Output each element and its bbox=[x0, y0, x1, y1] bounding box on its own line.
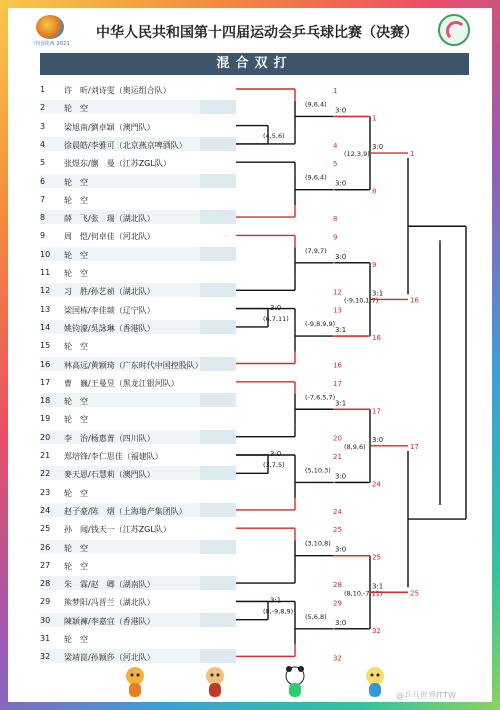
entry-number: 32 bbox=[40, 652, 51, 662]
match-score: (5,6,8) bbox=[305, 612, 327, 621]
entry-name: 林高远/黄颖琦（广东时代中国控股队） bbox=[64, 360, 203, 370]
entry-number: 15 bbox=[40, 341, 51, 351]
match-score: (4,5,6) bbox=[263, 131, 285, 140]
advance-label: 17 bbox=[410, 442, 419, 451]
mascot-icon bbox=[360, 664, 390, 700]
entry-number: 20 bbox=[40, 432, 51, 442]
entry-number: 1 bbox=[40, 85, 46, 94]
entry-number: 5 bbox=[40, 158, 46, 168]
entry-name: 轮 空 bbox=[64, 104, 88, 114]
entry-number: 9 bbox=[40, 231, 46, 241]
seed-label: 4 bbox=[333, 141, 338, 150]
match-score: (7,9,7) bbox=[305, 246, 327, 255]
seed-label: 29 bbox=[333, 599, 342, 608]
seed-label: 17 bbox=[372, 407, 381, 416]
entry-name: 熊梦阳/冯晋兰（湖北队） bbox=[64, 598, 155, 608]
entry-number: 7 bbox=[40, 194, 46, 204]
seed-label: 13 bbox=[333, 306, 342, 315]
seed-label: 25 bbox=[372, 553, 381, 562]
seed-label: 25 bbox=[333, 526, 342, 535]
entry-number: 24 bbox=[40, 505, 51, 515]
entry-name: 麥天恩/石慧莉（澳門队） bbox=[64, 470, 155, 480]
match-set: 3:0 bbox=[335, 472, 347, 481]
mascot-icon bbox=[200, 664, 230, 700]
seed-label: 9 bbox=[372, 260, 377, 269]
entry-number: 3 bbox=[40, 121, 46, 131]
entry-number: 17 bbox=[40, 377, 51, 387]
entry-name: 轮 空 bbox=[64, 177, 88, 187]
entry-name: 轮 空 bbox=[64, 561, 88, 571]
match-set: 3:0 bbox=[270, 450, 282, 459]
watermark: @乒乓世界ITTW bbox=[396, 691, 456, 700]
entry-name: 李 治/杨惠菁（四川队） bbox=[64, 433, 155, 443]
seed-label: 24 bbox=[333, 507, 342, 516]
match-score: (12,3,9) bbox=[344, 150, 370, 159]
entry-name: 习 胜/孙艺祯（湖北队） bbox=[64, 287, 155, 297]
match-score: (8,-9,8,9) bbox=[263, 607, 294, 616]
seed-label: 24 bbox=[372, 480, 381, 489]
entry-number: 18 bbox=[40, 396, 51, 406]
match-score: (8,10,-7,11) bbox=[344, 589, 383, 598]
advance-label: 25 bbox=[410, 589, 419, 598]
mascot-strip bbox=[120, 664, 390, 702]
match-set: 3:1 bbox=[335, 399, 347, 408]
entry-name: 轮 空 bbox=[64, 415, 88, 425]
entry-number: 26 bbox=[40, 542, 51, 552]
match-score: (9,6,4) bbox=[305, 100, 327, 109]
entry-number: 11 bbox=[40, 268, 51, 277]
match-set: 3:1 bbox=[372, 289, 384, 298]
entry-number: 23 bbox=[40, 487, 51, 497]
entry-number: 2 bbox=[40, 103, 46, 113]
entry-number: 12 bbox=[40, 286, 51, 296]
match-score: (5,10,3) bbox=[305, 466, 331, 475]
entry-number: 16 bbox=[40, 359, 51, 369]
seed-label: 9 bbox=[333, 233, 338, 242]
advance-label: 16 bbox=[410, 296, 419, 305]
entry-name: 赵子豪/陈 熠（上海地产集团队） bbox=[64, 506, 187, 516]
entry-name: 姚钧濠/吳詠琳（香港队） bbox=[64, 323, 155, 333]
match-score: (8,9,6) bbox=[344, 442, 366, 451]
entry-number: 19 bbox=[40, 414, 51, 424]
entry-name: 郑培锋/李仁思佳（福建队） bbox=[64, 452, 163, 461]
match-set: 3:1 bbox=[335, 326, 347, 335]
seed-label: 21 bbox=[333, 453, 342, 461]
entry-name: 轮 空 bbox=[64, 269, 88, 278]
match-set: 3:0 bbox=[335, 179, 347, 188]
emblem-caption: 中国陕西 2021 bbox=[33, 41, 71, 47]
entry-number: 4 bbox=[40, 139, 46, 149]
entry-number: 13 bbox=[40, 304, 51, 314]
seed-label: 16 bbox=[372, 334, 381, 343]
seed-label: 16 bbox=[333, 361, 342, 370]
entry-number: 21 bbox=[40, 451, 51, 460]
entry-name: 梁旭南/劉卓穎（澳門队） bbox=[64, 122, 155, 132]
match-score: (9,6,4) bbox=[305, 173, 327, 182]
event-banner: 混合双打 bbox=[40, 53, 469, 75]
entry-name: 孙 闻/钱天一（江苏ZGL队） bbox=[64, 525, 171, 535]
mascot-icon bbox=[280, 664, 310, 700]
entry-name: 许 昕/刘诗雯（奥运组合队） bbox=[64, 86, 171, 95]
seed-label: 8 bbox=[372, 187, 377, 196]
match-score: (3,10,8) bbox=[305, 539, 331, 548]
match-set: 3:0 bbox=[372, 143, 384, 152]
match-score: (3,7,5) bbox=[263, 461, 285, 470]
entry-name: 轮 空 bbox=[64, 195, 88, 205]
entry-number: 6 bbox=[40, 176, 46, 186]
entry-name: 薛 飞/张 瑞（湖北队） bbox=[64, 214, 155, 224]
entry-name: 轮 空 bbox=[64, 397, 88, 407]
match-set: 3:1 bbox=[372, 582, 384, 591]
match-score: (6,7,11) bbox=[263, 314, 289, 323]
entry-name: 轮 空 bbox=[64, 635, 88, 644]
seed-label: 17 bbox=[333, 379, 342, 388]
entry-name: 轮 空 bbox=[64, 543, 88, 553]
entry-name: 曹 巍/王曼昱（黑龙江银河队） bbox=[64, 378, 179, 388]
seed-label: 32 bbox=[372, 626, 381, 635]
entry-number: 10 bbox=[40, 249, 51, 259]
match-score: (-9,8,9,9) bbox=[305, 320, 336, 329]
entry-number: 29 bbox=[40, 597, 51, 607]
entry-name: 轮 空 bbox=[64, 488, 88, 498]
match-set: 3:0 bbox=[335, 618, 347, 627]
seed-label: 32 bbox=[333, 654, 342, 663]
mascot-icon bbox=[120, 664, 150, 700]
seed-label: 8 bbox=[333, 215, 338, 224]
match-set: 3:0 bbox=[270, 303, 282, 312]
seed-label: 1 bbox=[372, 114, 377, 123]
entry-number: 22 bbox=[40, 469, 51, 479]
match-score: (-9,10,1,7) bbox=[344, 296, 379, 305]
match-set: 3:0 bbox=[372, 435, 384, 444]
entry-name: 陳穎褲/李嘉宜（香港队） bbox=[64, 616, 155, 626]
seed-label: 20 bbox=[333, 434, 342, 443]
entry-number: 25 bbox=[40, 524, 51, 534]
advance-label: 1 bbox=[410, 150, 415, 159]
entry-name: 梁国栋/李佳燚（辽宁队） bbox=[64, 305, 155, 315]
entry-number: 31 bbox=[40, 634, 51, 643]
entry-name: 周 恺/何卓佳（河北队） bbox=[64, 232, 155, 242]
match-set: 3:0 bbox=[335, 545, 347, 554]
entry-number: 30 bbox=[40, 615, 51, 625]
entry-number: 27 bbox=[40, 560, 51, 570]
match-set: 3:1 bbox=[270, 596, 282, 605]
seed-label: 5 bbox=[333, 160, 338, 169]
entry-number: 28 bbox=[40, 579, 51, 589]
match-set: 3:0 bbox=[335, 252, 347, 261]
entry-name: 轮 空 bbox=[64, 342, 88, 352]
entry-name: 轮 空 bbox=[64, 250, 88, 260]
match-set: 3:0 bbox=[335, 106, 347, 115]
entry-name: 朱 霖/赵 卿（湖南队） bbox=[64, 580, 155, 590]
seed-label: 1 bbox=[333, 87, 338, 95]
seed-label: 12 bbox=[333, 288, 342, 297]
seed-label: 28 bbox=[333, 581, 342, 590]
page-title: 中华人民共和国第十四届运动会乒乓球比赛（决赛） bbox=[96, 25, 418, 41]
entry-name: 徐晨皓/李雅可（北京燕京啤酒队） bbox=[64, 140, 187, 150]
match-score: (-7,6,5,7) bbox=[305, 393, 336, 402]
entry-number: 14 bbox=[40, 322, 51, 332]
entry-name: 梁靖崑/孙颖莎（河北队） bbox=[64, 653, 155, 663]
entry-number: 8 bbox=[40, 213, 46, 223]
entry-name: 张煜东/蒯 曼（江苏ZGL队） bbox=[64, 159, 171, 169]
